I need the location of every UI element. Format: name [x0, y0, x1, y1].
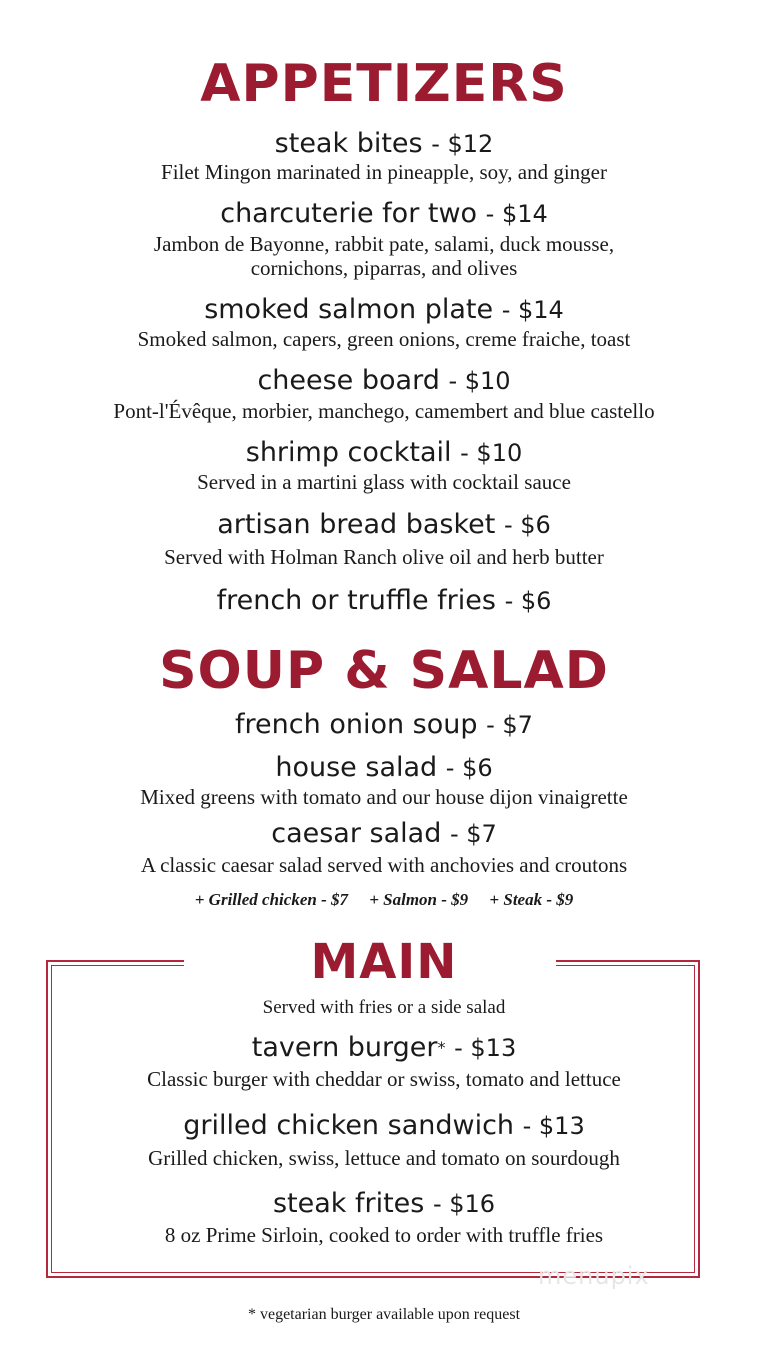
menu-item-price: - $16	[432, 1190, 496, 1218]
watermark: menupix	[538, 1262, 650, 1290]
menu-item-name: french or truffle fries - $6	[216, 585, 552, 616]
menu-item-price: - $13	[522, 1112, 585, 1140]
menu-item-name: house salad - $6	[275, 752, 493, 783]
menu-item-description: Smoked salmon, capers, green onions, creme fraiche, toast	[137, 327, 631, 351]
menu-item-price: - $7	[486, 711, 533, 739]
menu-item-description: Served with Holman Ranch olive oil and herb butter	[164, 545, 604, 569]
menu-item-description: cornichons, piparras, and olives	[250, 256, 518, 280]
menu-item-description: Mixed greens with tomato and our house dijon vinaigrette	[140, 785, 628, 809]
menu-item-price: - $6	[504, 587, 552, 615]
menu-item-price: - $14	[501, 296, 564, 324]
menu-item-price: - $14	[485, 200, 548, 228]
menu-item-name: artisan bread basket - $6	[217, 509, 551, 540]
menu-item-name: caesar salad - $7	[271, 818, 497, 849]
menu-item-name: french onion soup - $7	[235, 709, 533, 740]
menu-item-name: shrimp cocktail - $10	[245, 437, 523, 468]
menu-item-name: tavern burger* - $13	[251, 1032, 517, 1063]
section-title-appetizers: APPETIZERS	[200, 54, 568, 114]
main-subtitle: Served with fries or a side salad	[262, 997, 506, 1018]
menu-item-price: - $13	[454, 1034, 517, 1062]
menu-item-description: Served in a martini glass with cocktail sauce	[197, 470, 571, 494]
menu-item-name: steak bites - $12	[274, 128, 494, 159]
menu-item-description: Grilled chicken, swiss, lettuce and tomato on sourdough	[148, 1146, 620, 1170]
menu-item-name: steak frites - $16	[272, 1188, 496, 1219]
menu-item-price: - $6	[503, 511, 551, 539]
menu-item-name: smoked salmon plate - $14	[204, 294, 564, 325]
menu-item-price: - $12	[431, 130, 494, 158]
menu-item-name: charcuterie for two - $14	[220, 198, 548, 229]
section-title-main: MAIN	[310, 934, 458, 990]
menu-item-name: cheese board - $10	[257, 365, 511, 396]
menu-item-price: - $7	[449, 820, 497, 848]
menu-item-description: Classic burger with cheddar or swiss, tomato and lettuce	[147, 1067, 621, 1091]
menu-item-description: A classic caesar salad served with anchovies and croutons	[140, 853, 628, 877]
menu-item-description: Pont-l'Évêque, morbier, manchego, camembert and blue castello	[113, 399, 655, 423]
salad-addons: + Grilled chicken - $7 + Salmon - $9 + Steak - $9	[194, 890, 574, 909]
menu-item-price: - $10	[448, 367, 511, 395]
menu-item-price: - $6	[445, 754, 493, 782]
menu-item-price: - $10	[460, 439, 523, 467]
menu-item-description: Jambon de Bayonne, rabbit pate, salami, duck mousse,	[153, 232, 615, 256]
menu-item-mark: *	[437, 1038, 446, 1057]
menu-item-description: 8 oz Prime Sirloin, cooked to order with truffle fries	[164, 1223, 604, 1247]
menu-item-name: grilled chicken sandwich - $13	[183, 1110, 585, 1141]
footnote: * vegetarian burger available upon request	[247, 1306, 521, 1323]
menu-item-description: Filet Mingon marinated in pineapple, soy, and ginger	[161, 160, 607, 184]
section-title-soup-salad: SOUP & SALAD	[159, 641, 609, 701]
